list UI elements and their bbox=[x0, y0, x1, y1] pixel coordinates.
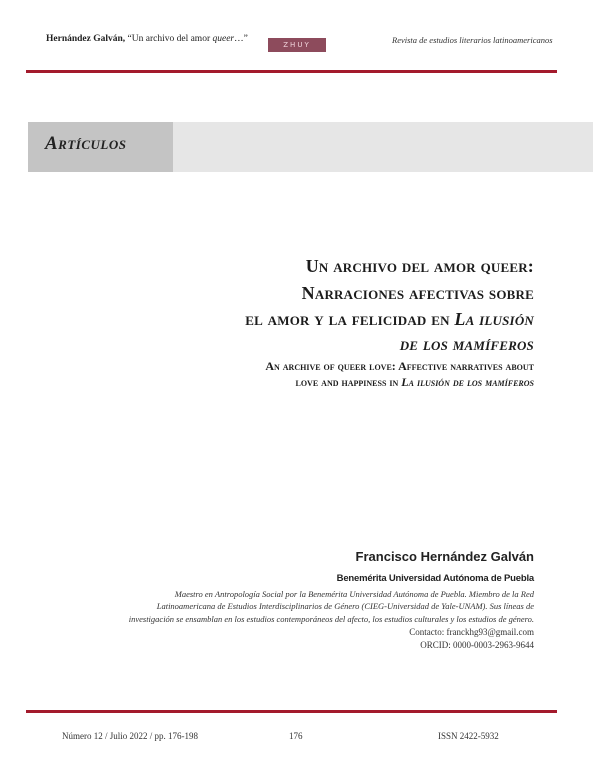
section-title: Artículos bbox=[45, 133, 127, 154]
article-title-line-4 bbox=[400, 334, 534, 355]
english-title-line-2-italic: La ilusión de los mamíferos bbox=[401, 375, 534, 389]
author-affiliation: Benemérita Universidad Autónoma de Puebla bbox=[336, 573, 534, 584]
running-header-journal: Revista de estudios literarios latinoamericanos bbox=[392, 35, 553, 45]
footer-issue-info: Número 12 / Julio 2022 / pp. 176-198 bbox=[62, 731, 198, 741]
header-rule bbox=[26, 70, 557, 73]
running-header-left bbox=[46, 34, 248, 44]
english-title-line-1: An archive of queer love: Affective narratives about bbox=[265, 359, 534, 373]
header-quote-open: “Un archivo del amor bbox=[125, 34, 213, 44]
article-title-line-2: Narraciones afectivas sobre bbox=[301, 283, 534, 303]
page-number: 176 bbox=[289, 731, 303, 741]
title-line-3-italic: La ilusión bbox=[454, 309, 534, 329]
title-line-3-plain: el amor y la felicidad en bbox=[245, 309, 455, 329]
section-band-light bbox=[173, 122, 593, 172]
title-line-4-italic: de los mamíferos bbox=[399, 334, 534, 354]
author-bio-line-3: investigación se ensamblan en los estudios contemporáneos del afecto, los estudios culturales y los estudios de género. bbox=[128, 614, 534, 624]
author-bio-line-2: Latinoamericana de Estudios Interdisciplinarios de Género (CIEG-Universidad de Yale-UNAM). Sus líneas de bbox=[156, 601, 534, 611]
header-quote-italic: queer bbox=[212, 34, 235, 44]
header-quote-close: …” bbox=[234, 34, 248, 44]
footer-rule bbox=[26, 710, 557, 713]
article-title-line-1: Un archivo del amor queer: bbox=[305, 256, 534, 276]
english-title-line-2 bbox=[296, 375, 535, 390]
author-name: Francisco Hernández Galván bbox=[355, 549, 534, 564]
author-orcid: ORCID: 0000-0003-2963-9644 bbox=[420, 640, 534, 650]
footer-issn: ISSN 2422-5932 bbox=[438, 731, 499, 741]
article-title-line-3 bbox=[245, 309, 534, 330]
header-author: Hernández Galván, bbox=[46, 34, 126, 44]
journal-logo: ZHUY bbox=[268, 38, 326, 52]
english-title-line-2-plain: love and happiness in bbox=[295, 375, 402, 389]
author-contact: Contacto: franckhg93@gmail.com bbox=[409, 627, 534, 637]
author-bio-line-1: Maestro en Antropología Social por la Benemérita Universidad Autónoma de Puebla. Miembro de la Red bbox=[174, 589, 534, 599]
